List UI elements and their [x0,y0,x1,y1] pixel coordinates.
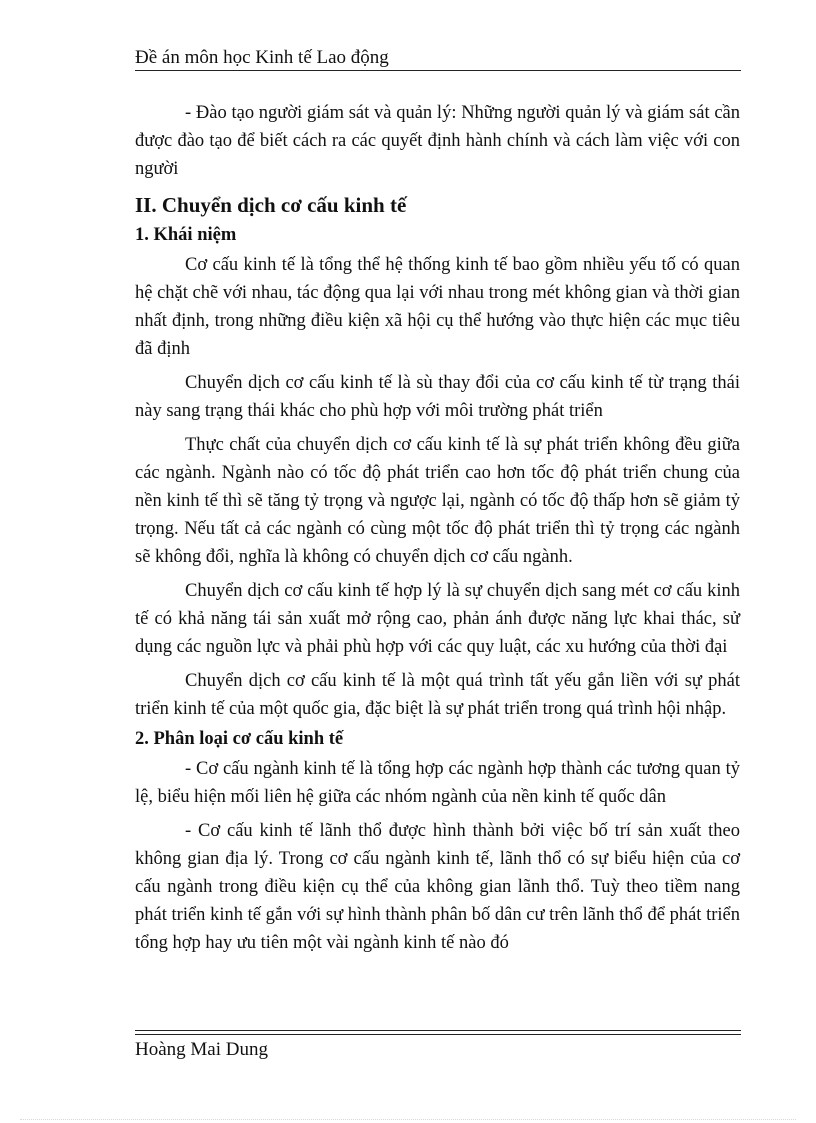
intro-paragraph: - Đào tạo người giám sát và quản lý: Những người quản lý và giám sát cần được đào tạo để biết cách ra các quyết định hành chính và cách làm việc với con người [135,103,740,179]
paragraph: Chuyển dịch cơ cấu kinh tế hợp lý là sự chuyển dịch sang mét cơ cấu kinh tế có khả năng tái sản xuất mở rộng cao, phản ánh được năng lực khai thác, sử dụng các nguồn lực và phải phù hợp với các quy luật, các xu hướng của thời đại [135,581,740,657]
footer-rule [135,1030,741,1035]
subsection-heading-1: 1. Khái niệm [135,225,237,245]
header-rule [135,70,741,71]
paragraph: Chuyển dịch cơ cấu kinh tế là một quá trình tất yếu gắn liền với sự phát triển kinh tế của một quốc gia, đặc biệt là sự phát triển trong quá trình hội nhập. [135,671,740,719]
page-edge [20,1119,796,1120]
section-heading: II. Chuyển dịch cơ cấu kinh tế [135,193,407,217]
paragraph: - Cơ cấu ngành kinh tế là tổng hợp các ngành hợp thành các tương quan tỷ lệ, biểu hiện mối liên hệ giữa các nhóm ngành của nền kinh tế quốc dân [135,759,740,807]
paragraph: Cơ cấu kinh tế là tổng thể hệ thống kinh tế bao gồm nhiều yếu tố có quan hệ chặt chẽ với nhau, tác động qua lại với nhau trong mét không gian và thời gian nhất định, trong những điều kiện xã hội cụ thể hướng vào thực hiện các mục tiêu đã định [135,255,740,359]
running-header: Đề án môn học Kinh tế Lao động [135,47,389,68]
paragraph: Chuyển dịch cơ cấu kinh tế là sù thay đổi của cơ cấu kinh tế từ trạng thái này sang trạng thái khác cho phù hợp với môi trường phát triển [135,373,740,421]
subsection-heading-2: 2. Phân loại cơ cấu kinh tế [135,729,344,749]
body-content [135,99,740,957]
paragraph: - Cơ cấu kinh tế lãnh thổ được hình thành bởi việc bố trí sản xuất theo không gian địa lý. Trong cơ cấu ngành kinh tế, lãnh thổ có sự biểu hiện của cơ cấu ngành trong điều kiện cụ thể của không gian lãnh thổ. Tuỳ theo tiềm nang phát triển kinh tế gắn với sự hình thành phân bố dân cư trên lãnh thổ để phát triển tổng hợp hay ưu tiên một vài ngành kinh tế nào đó [135,821,740,953]
footer-author: Hoàng Mai Dung [135,1039,268,1060]
paragraph: Thực chất của chuyển dịch cơ cấu kinh tế là sự phát triển không đều giữa các ngành. Ngành nào có tốc độ phát triển cao hơn tốc độ phát triển chung của nền kinh tế thì sẽ tăng tỷ trọng và ngược lại, ngành có tốc độ thấp hơn sẽ giảm tỷ trọng. Nếu tất cả các ngành có cùng một tốc độ phát triển thì tỷ trọng các ngành sẽ không đổi, nghĩa là không có chuyển dịch cơ cấu ngành. [135,435,740,567]
